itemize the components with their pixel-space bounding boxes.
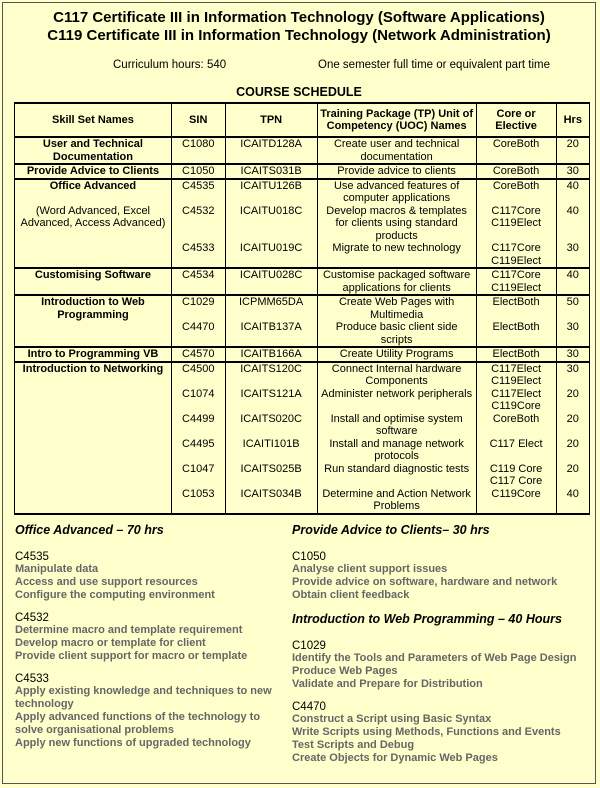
cell-tpn: ICAITB166A bbox=[225, 347, 317, 362]
table-row bbox=[15, 463, 590, 488]
cell-hrs: 30 bbox=[556, 242, 589, 268]
cell-sin: C4534 bbox=[171, 268, 225, 295]
learning-outcome: Determine macro and template requirement bbox=[15, 624, 243, 636]
table-row bbox=[15, 347, 590, 362]
cell-uoc: Migrate to new technology bbox=[317, 242, 476, 268]
table-row bbox=[15, 179, 590, 205]
cell-hrs: 30 bbox=[556, 347, 589, 362]
learning-outcome: Analyse client support issues bbox=[292, 563, 448, 575]
cell-tpn: ICAITU028C bbox=[225, 268, 317, 295]
unit-block bbox=[15, 673, 285, 750]
unit-code: C4532 bbox=[15, 612, 49, 624]
cell-skill bbox=[15, 388, 172, 413]
cell-core: CoreBoth bbox=[476, 413, 556, 438]
cell-hrs: 30 bbox=[556, 321, 589, 347]
learning-outcome: Manipulate data bbox=[15, 563, 99, 575]
cell-uoc: Provide advice to clients bbox=[317, 164, 476, 179]
cell-hrs: 30 bbox=[556, 164, 589, 179]
cell-uoc: Connect Internal hardware Components bbox=[317, 362, 476, 388]
cell-sin: C4535 bbox=[171, 179, 225, 205]
cell-skill bbox=[15, 463, 172, 488]
cell-sin: C1047 bbox=[171, 463, 225, 488]
learning-outcome: Provide client support for macro or template bbox=[15, 650, 248, 662]
learning-outcome: Construct a Script using Basic Syntax bbox=[292, 713, 492, 725]
cell-core: C119 Core C117 Core bbox=[476, 463, 556, 488]
table-row bbox=[15, 242, 590, 268]
learning-outcome: Obtain client feedback bbox=[292, 589, 410, 601]
cell-core: CoreBoth bbox=[476, 164, 556, 179]
unit-code: C1050 bbox=[292, 551, 326, 563]
learning-outcome: Identify the Tools and Parameters of Web Page Design bbox=[292, 652, 577, 664]
cell-skill bbox=[15, 321, 172, 347]
cell-skill: Intro to Programming VB bbox=[15, 347, 172, 362]
cell-uoc: Create user and technical documentation bbox=[317, 137, 476, 164]
cell-hrs: 40 bbox=[556, 488, 589, 514]
cell-skill: Introduction to Web Programming bbox=[15, 295, 172, 321]
learning-outcome: Test Scripts and Debug bbox=[292, 739, 415, 751]
table-row bbox=[15, 362, 590, 388]
cell-tpn: ICAITS020C bbox=[225, 413, 317, 438]
web-programming-title: Introduction to Web Programming – 40 Hours bbox=[292, 612, 562, 626]
unit-code: C4470 bbox=[292, 701, 326, 713]
cell-core: C117Core C119Elect bbox=[476, 268, 556, 295]
cell-skill: Office Advanced bbox=[15, 179, 172, 205]
cell-uoc: Administer network peripherals bbox=[317, 388, 476, 413]
office-advanced-title: Office Advanced – 70 hrs bbox=[15, 523, 164, 537]
study-mode-label: One semester full time or equivalent part time bbox=[318, 59, 551, 71]
provide-advice-title: Provide Advice to Clients– 30 hrs bbox=[292, 523, 490, 537]
cell-hrs: 40 bbox=[556, 179, 589, 205]
cell-uoc: Customise packaged software applications for clients bbox=[317, 268, 476, 295]
learning-outcome: Develop macro or template for client bbox=[15, 637, 206, 649]
table-row bbox=[15, 488, 590, 514]
cell-tpn: ICAITB137A bbox=[225, 321, 317, 347]
cell-uoc: Develop macros & templates for clients using standard products bbox=[317, 205, 476, 243]
learning-outcome: Provide advice on software, hardware and network bbox=[292, 576, 558, 588]
table-row bbox=[15, 438, 590, 463]
cell-core: C119Core bbox=[476, 488, 556, 514]
unit-block bbox=[15, 612, 285, 663]
unit-block bbox=[292, 551, 592, 602]
cell-skill bbox=[15, 242, 172, 268]
unit-block bbox=[15, 551, 285, 602]
header-tpn: TPN bbox=[225, 103, 317, 137]
cell-tpn: ICAITU019C bbox=[225, 242, 317, 268]
cell-tpn: ICAITI101B bbox=[225, 438, 317, 463]
cell-uoc: Run standard diagnostic tests bbox=[317, 463, 476, 488]
cell-tpn: ICAITS121A bbox=[225, 388, 317, 413]
learning-outcome: Write Scripts using Methods, Functions and Events bbox=[292, 726, 561, 738]
cell-skill: Introduction to Networking bbox=[15, 362, 172, 388]
cell-sin: C4499 bbox=[171, 413, 225, 438]
cell-skill: User and Technical Documentation bbox=[15, 137, 172, 164]
learning-outcome: Produce Web Pages bbox=[292, 665, 398, 677]
learning-outcome: Access and use support resources bbox=[15, 576, 198, 588]
cell-sin: C4533 bbox=[171, 242, 225, 268]
cell-uoc: Create Utility Programs bbox=[317, 347, 476, 362]
cell-skill bbox=[15, 488, 172, 514]
table-body bbox=[15, 137, 590, 514]
cell-core: C117Elect C119Core bbox=[476, 388, 556, 413]
cell-core: CoreBoth bbox=[476, 179, 556, 205]
cell-skill bbox=[15, 413, 172, 438]
cell-sin: C4495 bbox=[171, 438, 225, 463]
cell-hrs: 50 bbox=[556, 295, 589, 321]
cell-tpn: ICAITS025B bbox=[225, 463, 317, 488]
cell-hrs: 20 bbox=[556, 438, 589, 463]
title-c119: C119 Certificate III in Information Technology (Network Administration) bbox=[47, 27, 551, 44]
cell-core: C117Core C119Elect bbox=[476, 205, 556, 243]
cell-hrs: 20 bbox=[556, 388, 589, 413]
course-schedule-title: COURSE SCHEDULE bbox=[236, 85, 362, 99]
cell-hrs: 30 bbox=[556, 362, 589, 388]
cell-sin: C1080 bbox=[171, 137, 225, 164]
cell-sin: C4532 bbox=[171, 205, 225, 243]
cell-sin: C4500 bbox=[171, 362, 225, 388]
cell-hrs: 40 bbox=[556, 268, 589, 295]
learning-outcome: Create Objects for Dynamic Web Pages bbox=[292, 752, 498, 764]
cell-tpn: ICPMM65DA bbox=[225, 295, 317, 321]
cell-sin: C1074 bbox=[171, 388, 225, 413]
cell-hrs: 20 bbox=[556, 137, 589, 164]
cell-tpn: ICAITS031B bbox=[225, 164, 317, 179]
cell-skill: (Word Advanced, Excel Advanced, Access Advanced) bbox=[15, 205, 172, 243]
unit-code: C1029 bbox=[292, 640, 326, 652]
cell-uoc: Use advanced features of computer applications bbox=[317, 179, 476, 205]
unit-block bbox=[292, 640, 592, 691]
learning-outcome: Apply new functions of upgraded technology bbox=[15, 737, 251, 749]
cell-uoc: Determine and Action Network Problems bbox=[317, 488, 476, 514]
cell-sin: C4470 bbox=[171, 321, 225, 347]
cell-skill bbox=[15, 438, 172, 463]
cell-core: C117 Elect bbox=[476, 438, 556, 463]
cell-hrs: 20 bbox=[556, 413, 589, 438]
right-sections bbox=[292, 515, 592, 775]
office-advanced-section bbox=[15, 515, 285, 760]
cell-core: C117Core C119Elect bbox=[476, 242, 556, 268]
cell-core: C117Elect C119Elect bbox=[476, 362, 556, 388]
cell-tpn: ICAITU018C bbox=[225, 205, 317, 243]
cell-core: ElectBoth bbox=[476, 321, 556, 347]
cell-uoc: Install and manage network protocols bbox=[317, 438, 476, 463]
table-row bbox=[15, 137, 590, 164]
table-row bbox=[15, 268, 590, 295]
learning-outcome: Validate and Prepare for Distribution bbox=[292, 678, 483, 690]
cell-uoc: Create Web Pages with Multimedia bbox=[317, 295, 476, 321]
document-header bbox=[3, 9, 595, 45]
table-header-row bbox=[15, 103, 590, 137]
course-schedule-table bbox=[14, 102, 590, 515]
unit-block bbox=[292, 701, 592, 765]
cell-tpn: ICAITS120C bbox=[225, 362, 317, 388]
cell-sin: C1050 bbox=[171, 164, 225, 179]
cell-sin: C4570 bbox=[171, 347, 225, 362]
cell-core: CoreBoth bbox=[476, 137, 556, 164]
cell-skill: Provide Advice to Clients bbox=[15, 164, 172, 179]
header-sin: SIN bbox=[171, 103, 225, 137]
document-page bbox=[2, 2, 596, 784]
table-row bbox=[15, 295, 590, 321]
table-row bbox=[15, 413, 590, 438]
header-core: Core or Elective bbox=[476, 103, 556, 137]
cell-core: ElectBoth bbox=[476, 295, 556, 321]
learning-outcome: Configure the computing environment bbox=[15, 589, 215, 601]
curriculum-hours-label: Curriculum hours: 540 bbox=[113, 59, 227, 71]
header-skill: Skill Set Names bbox=[15, 103, 172, 137]
cell-hrs: 20 bbox=[556, 463, 589, 488]
cell-tpn: ICAITU126B bbox=[225, 179, 317, 205]
unit-code: C4533 bbox=[15, 673, 49, 685]
unit-code: C4535 bbox=[15, 551, 49, 563]
cell-core: ElectBoth bbox=[476, 347, 556, 362]
cell-uoc: Install and optimise system software bbox=[317, 413, 476, 438]
table-row bbox=[15, 388, 590, 413]
learning-outcome: Apply advanced functions of the technology to solve organisational problems bbox=[15, 711, 261, 736]
learning-outcome: Apply existing knowledge and techniques to new technology bbox=[15, 685, 272, 710]
cell-hrs: 40 bbox=[556, 205, 589, 243]
header-uoc: Training Package (TP) Unit of Competency (UOC) Names bbox=[317, 103, 476, 137]
cell-tpn: ICAITS034B bbox=[225, 488, 317, 514]
header-hrs: Hrs bbox=[556, 103, 589, 137]
table-row bbox=[15, 205, 590, 243]
cell-sin: C1029 bbox=[171, 295, 225, 321]
cell-sin: C1053 bbox=[171, 488, 225, 514]
table-row bbox=[15, 164, 590, 179]
cell-uoc: Produce basic client side scripts bbox=[317, 321, 476, 347]
table-row bbox=[15, 321, 590, 347]
cell-tpn: ICAITD128A bbox=[225, 137, 317, 164]
cell-skill: Customising Software bbox=[15, 268, 172, 295]
title-c117: C117 Certificate III in Information Technology (Software Applications) bbox=[53, 9, 545, 26]
